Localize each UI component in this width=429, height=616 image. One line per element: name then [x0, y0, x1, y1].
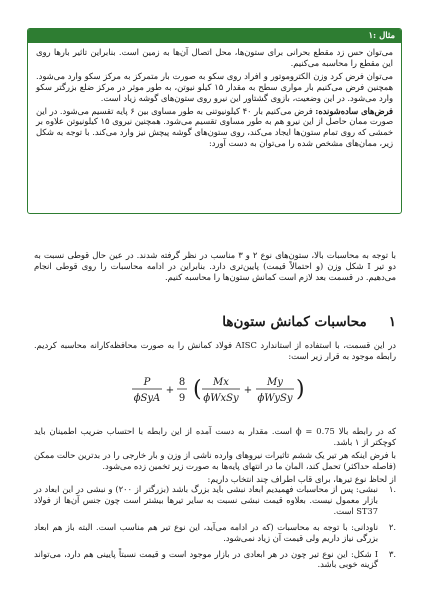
formula-9: 9 [178, 393, 186, 404]
example-header: ۱: مثال [28, 29, 401, 43]
example-paragraph-1: می‌توان حس زد مقطع بحرانی برای ستون‌ها، محل اتصال آن‌ها به زمین است. بنابراین تاثیر بارها روی این مقطع را محاسبه می‌کنیم. [36, 47, 393, 68]
interaction-formula [130, 370, 330, 416]
formula-P: P [143, 377, 151, 388]
phi-paragraph: که در رابطه بالا 0.75 = ϕ است. مقدار به دست آمده از این رابطه با احتساب ضریب اطمینان باید کوچکتر از ۱ باشد. [34, 426, 396, 447]
list-item-number: .۳ [388, 548, 396, 559]
list-item-text: نبشی: پس از محاسبات فهمیدیم ابعاد نبشی باید بزرگ باشد (بزرگتر از ۲۰۰) و نبشی در این ابعاد در بازار معمول نیست. بعلاوه قیمت نبشی نسبت به سایر تیرها بیشتر است چون جنس آن‌ها از فولاد ST37 است. [34, 484, 378, 516]
section-number: ۱ [388, 314, 396, 330]
section-heading [34, 314, 396, 330]
explanation-block [34, 426, 396, 487]
list-item-number: .۲ [388, 521, 396, 532]
formula-plus-2: + [243, 385, 253, 396]
assumptions-label: فرض‌های ساده‌شونده: [315, 105, 393, 116]
assumption-paragraph: با فرض اینکه هر تیر یک ششم تاثیرات نیروهای وارده ناشی از وزن و بار خارجی را در بدترین حالت ممکن (فاصله حداکثر) تحمل کند، المان ما در انتهای پایه‌ها به صورت زیر تخمین زده می‌شود. [34, 449, 396, 471]
conclusion-paragraph: با توجه به محاسبات بالا، ستون‌های نوع ۲ و ۳ مناسب در نظر گرفته شدند. در عین حال قوطی نسبت به دو تیر I شکل وزن (و احتمالاً قیمت) پایین‌تری دارد. بنابراین در ادامه محاسبات را روی قوطی انجام می‌دهیم. در قسمت بعد لازم است کمانش ستون‌ها را محاسبه کنیم. [34, 250, 396, 282]
formula-phiSyA: ϕSyA [133, 393, 161, 404]
formula-close-paren: ) [296, 377, 305, 402]
beam-types-intro: از لحاظ نوع تیرها، برای قاب اطراف چند انتخاب داریم: [207, 473, 396, 484]
example-box [27, 28, 402, 214]
formula-My: My [267, 377, 283, 388]
formula-plus-1: + [165, 385, 175, 396]
formula-8: 8 [178, 377, 186, 388]
section-intro-paragraph: در این قسمت، با استفاده از استاندارد AISC فولاد کمانش را به صورت محافظه‌کارانه محاسبه کردیم. رابطه موجود به قرار زیر است: [34, 340, 396, 361]
list-item-number: .۱ [388, 484, 396, 494]
list-item [34, 522, 396, 544]
beam-options-list [34, 484, 396, 575]
example-body [28, 43, 401, 149]
formula-phiWxSy: ϕWxSy [203, 393, 239, 404]
list-item-text: ناودانی: با توجه به محاسبات (که در ادامه می‌آید، این نوع تیر هم مناسب است. البته باز هم ابعاد بزرگی نیاز داریم ولی قیمت آن زیاد نمی‌شود. [34, 521, 378, 543]
section-title: محاسبات کمانش ستون‌ها [222, 314, 367, 330]
list-item [34, 484, 396, 517]
list-item [34, 549, 396, 571]
formula-open-paren: ( [193, 377, 202, 402]
assumptions-text: فرض می‌کنیم بار ۴۰ کیلونیوتنی به طور مساوی بین ۶ پایه تقسیم می‌شود. در این صورت ممان حاصل از این نیرو هم به طور مساوی تقسیم می‌شود. همچنین نیروی ۱۵ کیلونیوتن علاوه بر خمشی که روی تمام ستون‌ها ایجاد می‌کند، روی ستون‌های گوشه پیچش نیز وارد می‌کند. با توجه به شکل زیر، ممان‌های مشخص شده را می‌توان به دست آورد: [36, 105, 393, 149]
example-paragraph-2: می‌توان فرض کرد وزن الکتروموتور و افراد روی سکو به صورت بار متمرکز به مرکز سکو وارد می‌شود. همچنین فرض می‌کنیم بار مواری سطح به مقدار ۱۵ کیلو نیوتن، به طور موثر در مرکز ضلع بزرگتر سکو وارد می‌شود. در این وضعیت، بازوی گشتاور این نیرو روی ستون‌های گوشه زیاد است. [36, 70, 393, 103]
list-item-text: I شکل: این نوع تیر چون در هر ابعادی در بازار موجود است و قیمت نسبتاً پایینی هم دارد، می‌تواند گزینه خوبی باشد. [34, 548, 378, 570]
formula-Mx: Mx [213, 377, 229, 388]
formula-phiWySy: ϕWySy [257, 393, 293, 404]
example-paragraph-3 [36, 106, 393, 150]
